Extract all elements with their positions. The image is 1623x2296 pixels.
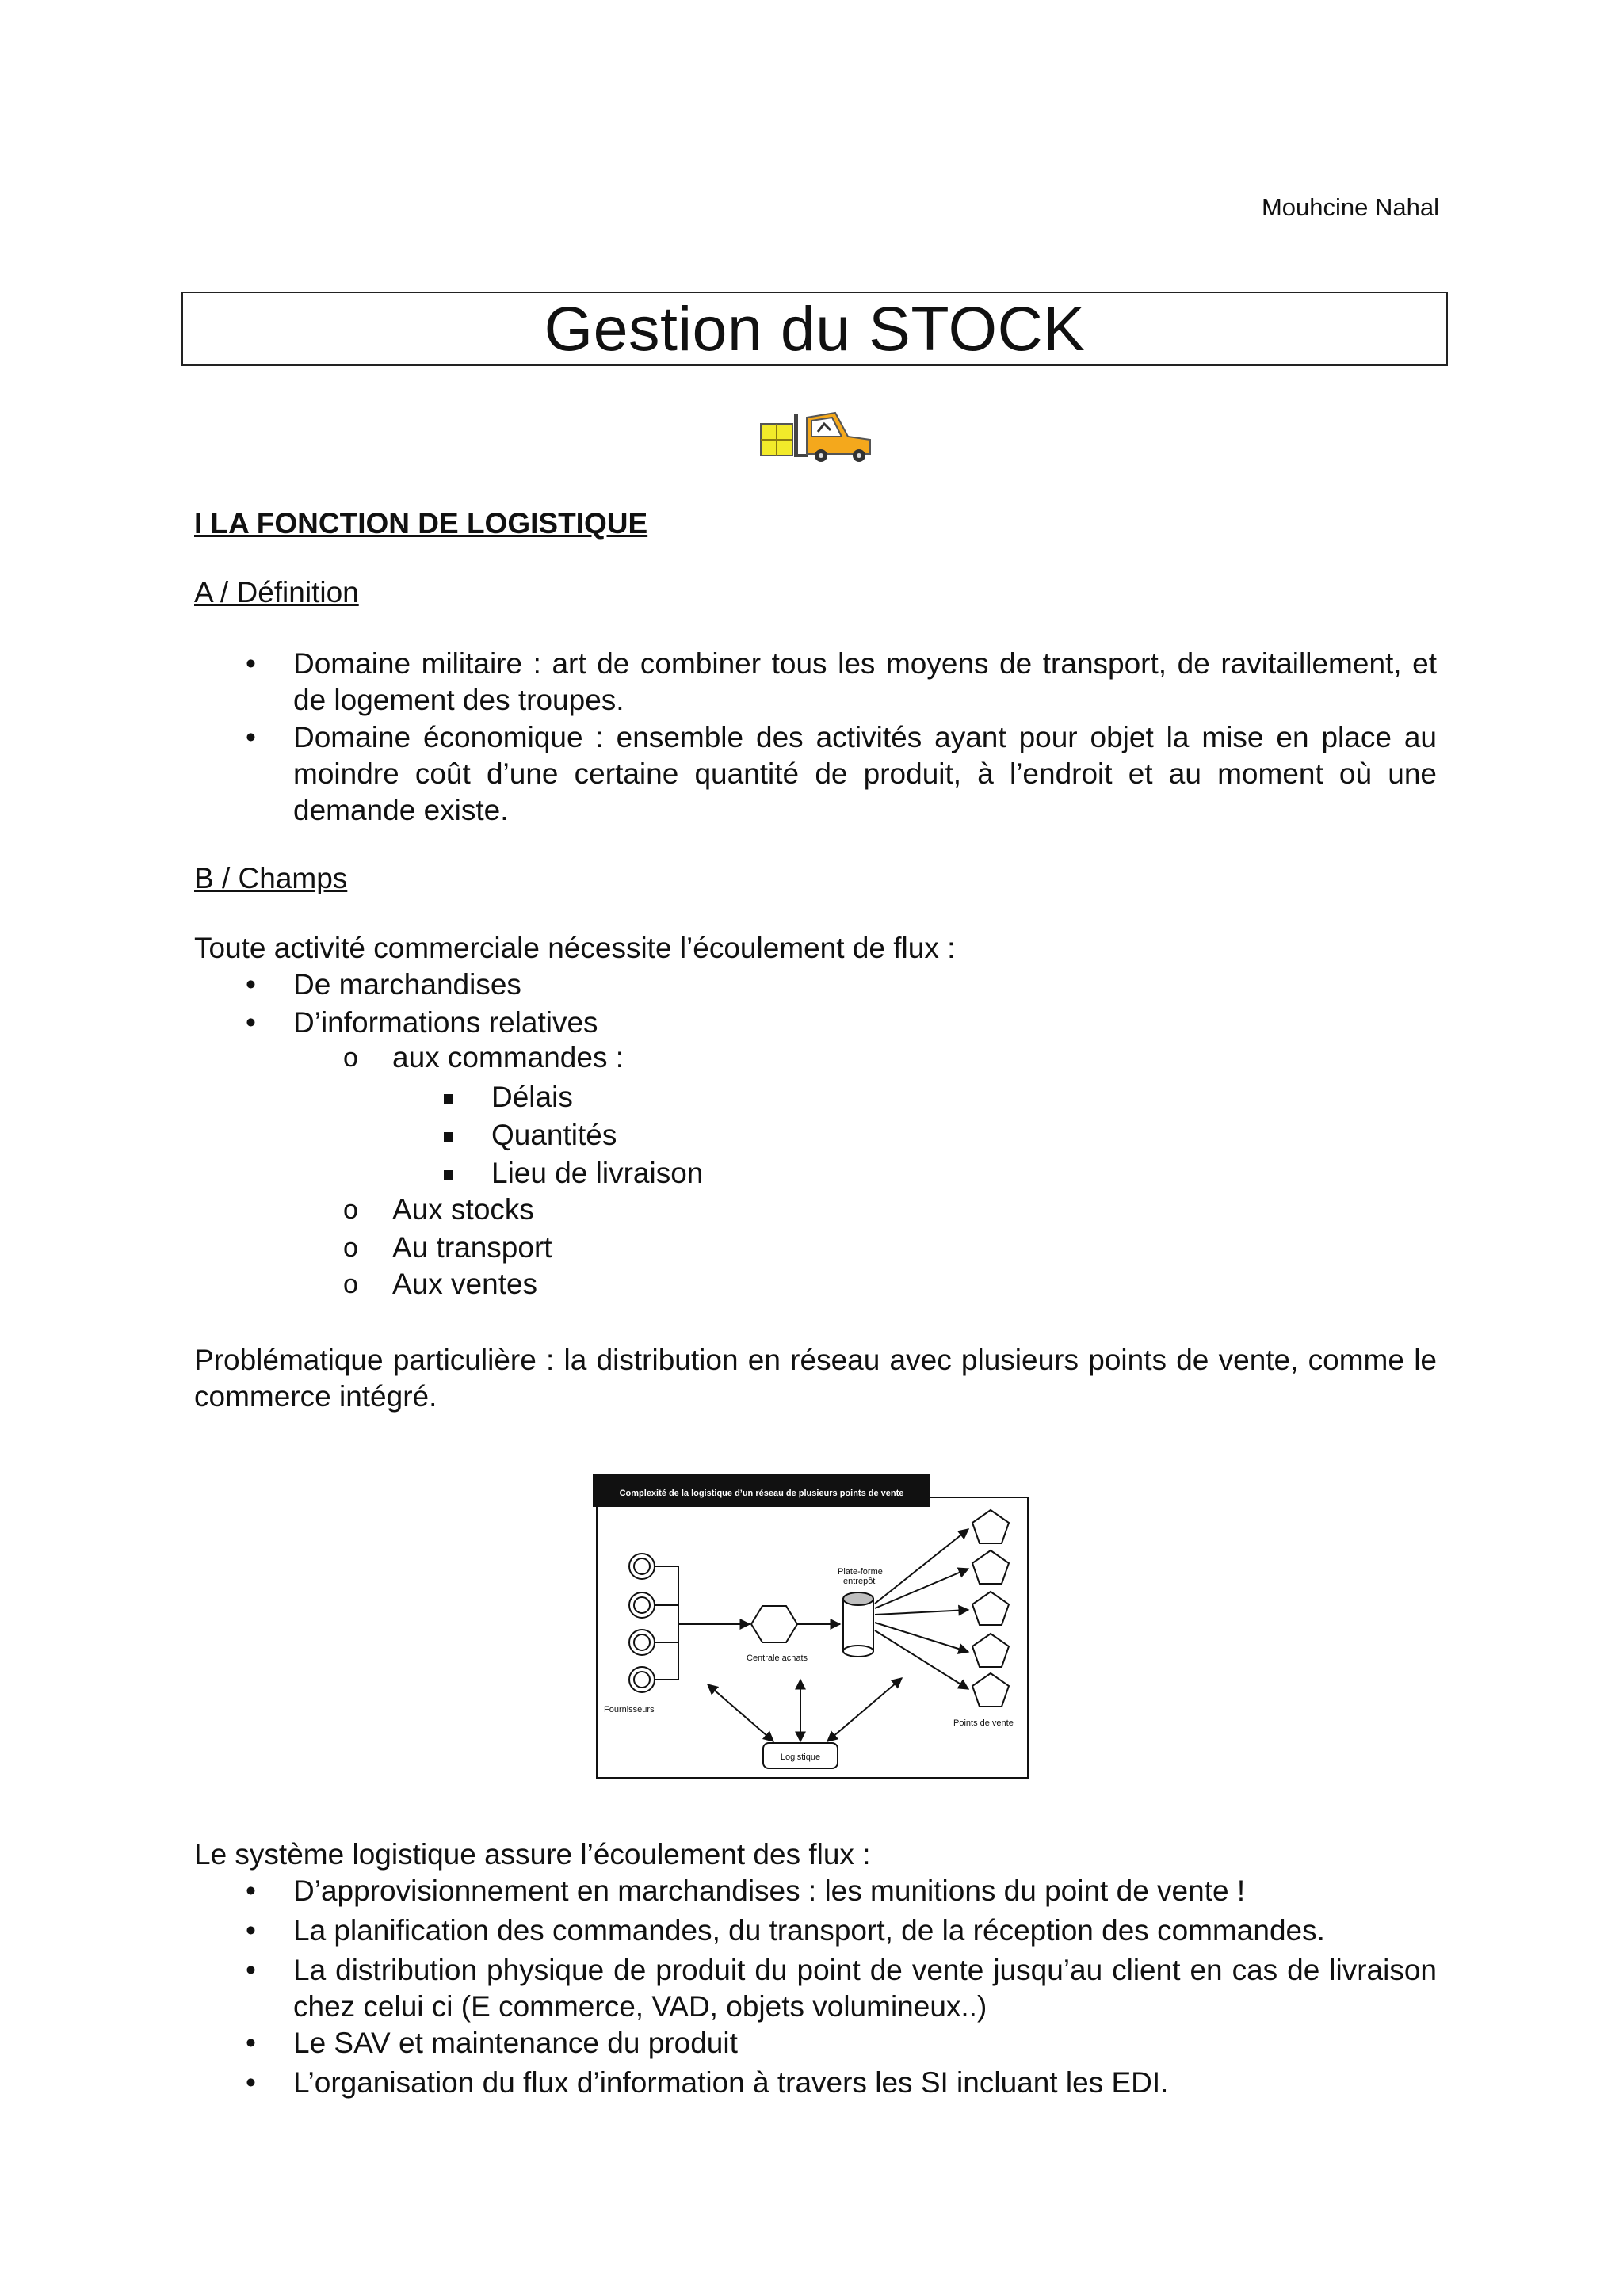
systeme-item [246, 1913, 1437, 1949]
circle-bullet-icon: o [343, 1195, 358, 1225]
sublist-item [343, 1041, 624, 1074]
circle-bullet-icon: o [343, 1269, 358, 1299]
plateforme-label-2: entrepôt [843, 1577, 876, 1586]
centrale-achats-hexagon [751, 1606, 797, 1642]
sublist-item-text: Au transport [392, 1231, 552, 1264]
plateforme-label-1: Plate-forme [838, 1567, 883, 1577]
bullet-icon: • [246, 1954, 256, 1986]
diagram-title: Complexité de la logistique d’un réseau de plusieurs points de vente [619, 1489, 904, 1498]
systeme-item [246, 1873, 1437, 1909]
sublist-item-text: aux commandes : [392, 1041, 624, 1074]
bullet-icon: • [246, 721, 256, 753]
square-bullet-icon [444, 1132, 453, 1142]
sublist-item [343, 1193, 534, 1226]
systeme-item [246, 2065, 1437, 2101]
entrepot-cylinder [843, 1592, 873, 1657]
subsublist-item [491, 1081, 573, 1114]
logistics-diagram [593, 1474, 1033, 1783]
systeme-item-text: Le SAV et maintenance du produit [293, 2027, 738, 2059]
problematique-paragraph: Problématique particulière : la distribution en réseau avec plusieurs points de vente, comme le commerce intégré. [194, 1344, 1437, 1413]
systeme-intro: Le système logistique assure l’écoulement des flux : [194, 1838, 871, 1871]
subsublist-item-text: Délais [491, 1081, 573, 1113]
subsublist-item-text: Lieu de livraison [491, 1157, 704, 1189]
bullet-icon: • [246, 2027, 256, 2059]
systeme-item-text: L’organisation du flux d’information à travers les SI incluant les EDI. [293, 2066, 1169, 2099]
definition-item [246, 719, 1437, 829]
systeme-item-text: La planification des commandes, du transport, de la réception des commandes. [293, 1914, 1325, 1947]
systeme-item [246, 2025, 1437, 2061]
square-bullet-icon [444, 1170, 453, 1180]
bullet-icon: • [246, 1006, 256, 1039]
logistique-label: Logistique [780, 1753, 821, 1762]
forklift-icon [759, 408, 873, 462]
subsublist-item [491, 1119, 617, 1152]
author-name: Mouhcine Nahal [1261, 193, 1439, 221]
bullet-icon: • [246, 1875, 256, 1907]
sublist-item-text: Aux ventes [392, 1268, 538, 1300]
circle-bullet-icon: o [343, 1233, 358, 1263]
subsublist-item-text: Quantités [491, 1119, 617, 1151]
champs-intro: Toute activité commerciale nécessite l’écoulement de flux : [194, 932, 956, 964]
systeme-item-text: D’approvisionnement en marchandises : les munitions du point de vente ! [293, 1875, 1246, 1907]
definition-item [246, 646, 1437, 719]
definition-item-text: Domaine militaire : art de combiner tous les moyens de transport, de ravitaillement, et de logement des troupes. [293, 647, 1437, 716]
subsublist-item [491, 1157, 703, 1190]
bullet-icon: • [246, 2066, 256, 2099]
champs-heading: B / Champs [194, 862, 348, 894]
page-title: Gestion du STOCK [544, 293, 1086, 364]
fournisseurs-label: Fournisseurs [604, 1705, 655, 1714]
circle-bullet-icon: o [343, 1043, 358, 1073]
centrale-achats-label: Centrale achats [747, 1653, 808, 1663]
flux-item-text: D’informations relatives [293, 1006, 598, 1039]
systeme-item-text: La distribution physique de produit du point de vente jusqu’au client en cas de livraison chez celui ci (E commerce, VAD, objets volumineux..) [293, 1954, 1437, 2023]
bullet-icon: • [246, 1914, 256, 1947]
flux-item-text: De marchandises [293, 968, 521, 1001]
bullet-icon: • [246, 647, 256, 680]
section-heading: I LA FONCTION DE LOGISTIQUE [194, 507, 648, 540]
flux-item [246, 967, 1437, 1003]
points-de-vente-label: Points de vente [953, 1718, 1014, 1728]
title-box [181, 292, 1448, 366]
definition-item-text: Domaine économique : ensemble des activités ayant pour objet la mise en place au moindre coût d’une certaine quantité de produit, à l’endroit et au moment où une demande existe. [293, 721, 1437, 826]
sublist-item [343, 1268, 538, 1301]
sublist-item-text: Aux stocks [392, 1193, 534, 1226]
bullet-icon: • [246, 968, 256, 1001]
systeme-item [246, 1952, 1437, 2025]
flux-item [246, 1005, 1437, 1041]
definition-heading: A / Définition [194, 576, 359, 608]
diagram-frame [597, 1497, 1028, 1778]
square-bullet-icon [444, 1094, 453, 1104]
sublist-item [343, 1231, 552, 1264]
